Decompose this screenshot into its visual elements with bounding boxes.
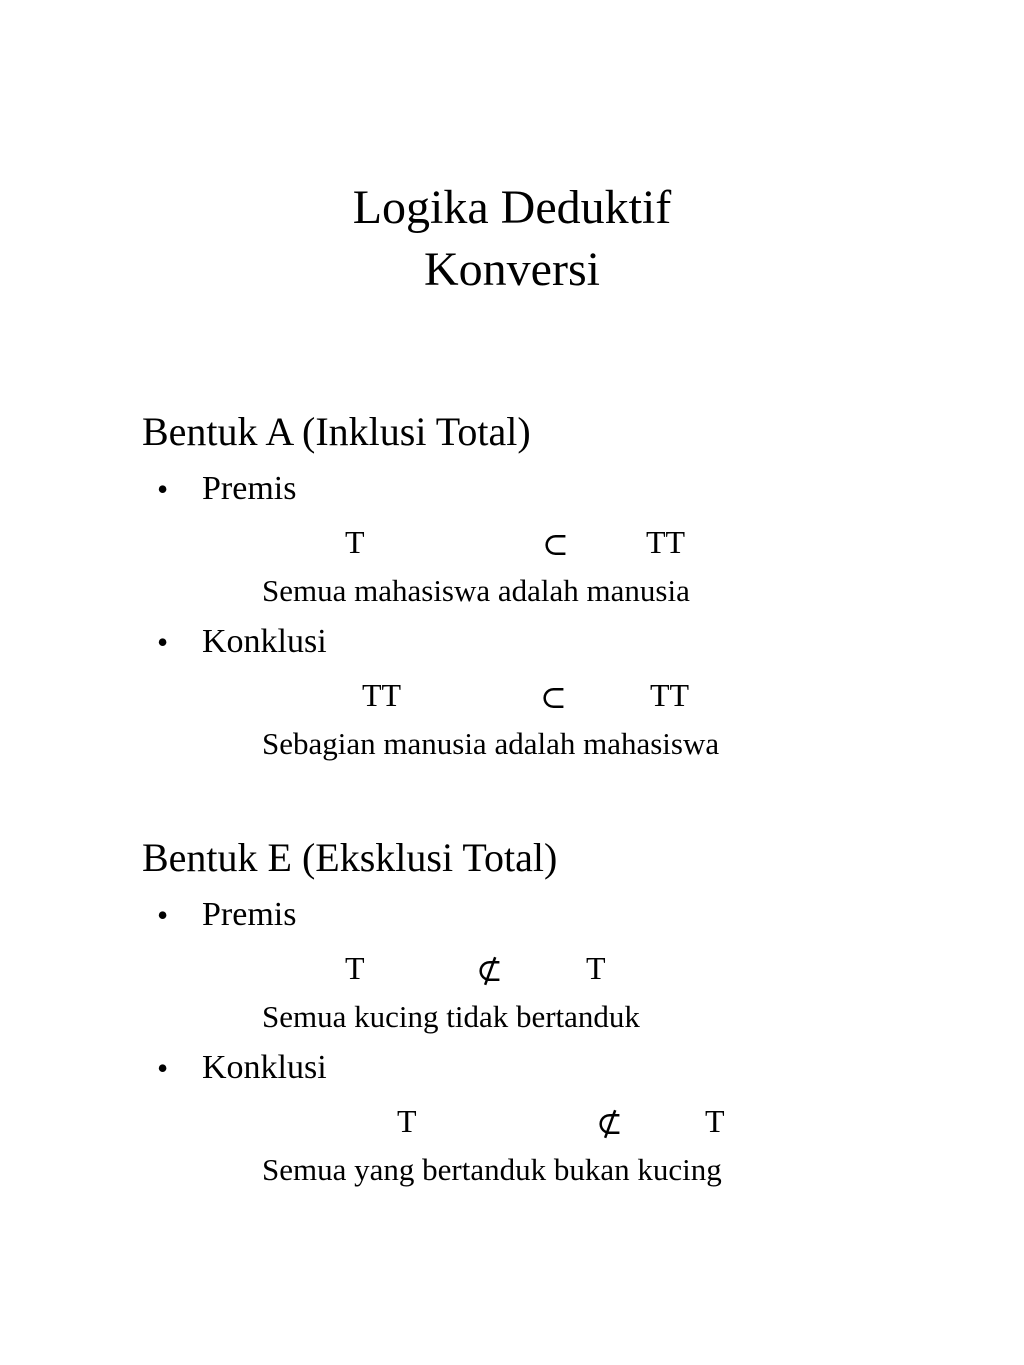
section-a-premis-label: Premis: [202, 470, 297, 507]
section-e-konklusi-left-term: T: [397, 1103, 417, 1139]
section-a-konklusi-label: Konklusi: [202, 623, 327, 660]
section-e-premis-left-term: T: [345, 950, 365, 986]
bullet-icon: •: [157, 624, 169, 660]
bullet-icon: •: [157, 1050, 169, 1086]
bullet-icon: •: [157, 471, 169, 507]
section-a-konklusi-sentence: Sebagian manusia adalah mahasiswa: [262, 726, 720, 761]
section-e-konklusi-sentence: Semua yang bertanduk bukan kucing: [262, 1152, 722, 1187]
subset-icon: ⊂: [540, 679, 567, 715]
section-e-heading: Bentuk E (Eksklusi Total): [142, 835, 558, 880]
bullet-icon: •: [157, 897, 169, 933]
slide-title-line-2: Konversi: [424, 243, 600, 296]
section-a-konklusi-right-term: TT: [650, 677, 690, 713]
section-a-premis-sentence: Semua mahasiswa adalah manusia: [262, 573, 690, 608]
section-a-premis-right-term: TT: [646, 524, 686, 560]
subset-icon: ⊂: [542, 526, 569, 562]
section-a-premis-left-term: T: [345, 524, 365, 560]
section-e-premis-label: Premis: [202, 896, 297, 933]
section-a-konklusi-left-term: TT: [362, 677, 402, 713]
slide-title-line-1: Logika Deduktif: [352, 181, 672, 234]
section-e-konklusi-right-term: T: [705, 1103, 725, 1139]
section-e-premis-right-term: T: [586, 950, 606, 986]
not-subset-icon: ⊄: [596, 1105, 623, 1141]
section-e-konklusi-label: Konklusi: [202, 1049, 327, 1086]
section-a-heading: Bentuk A (Inklusi Total): [142, 409, 531, 454]
section-e-premis-sentence: Semua kucing tidak bertanduk: [262, 999, 640, 1034]
not-subset-icon: ⊄: [476, 952, 503, 988]
